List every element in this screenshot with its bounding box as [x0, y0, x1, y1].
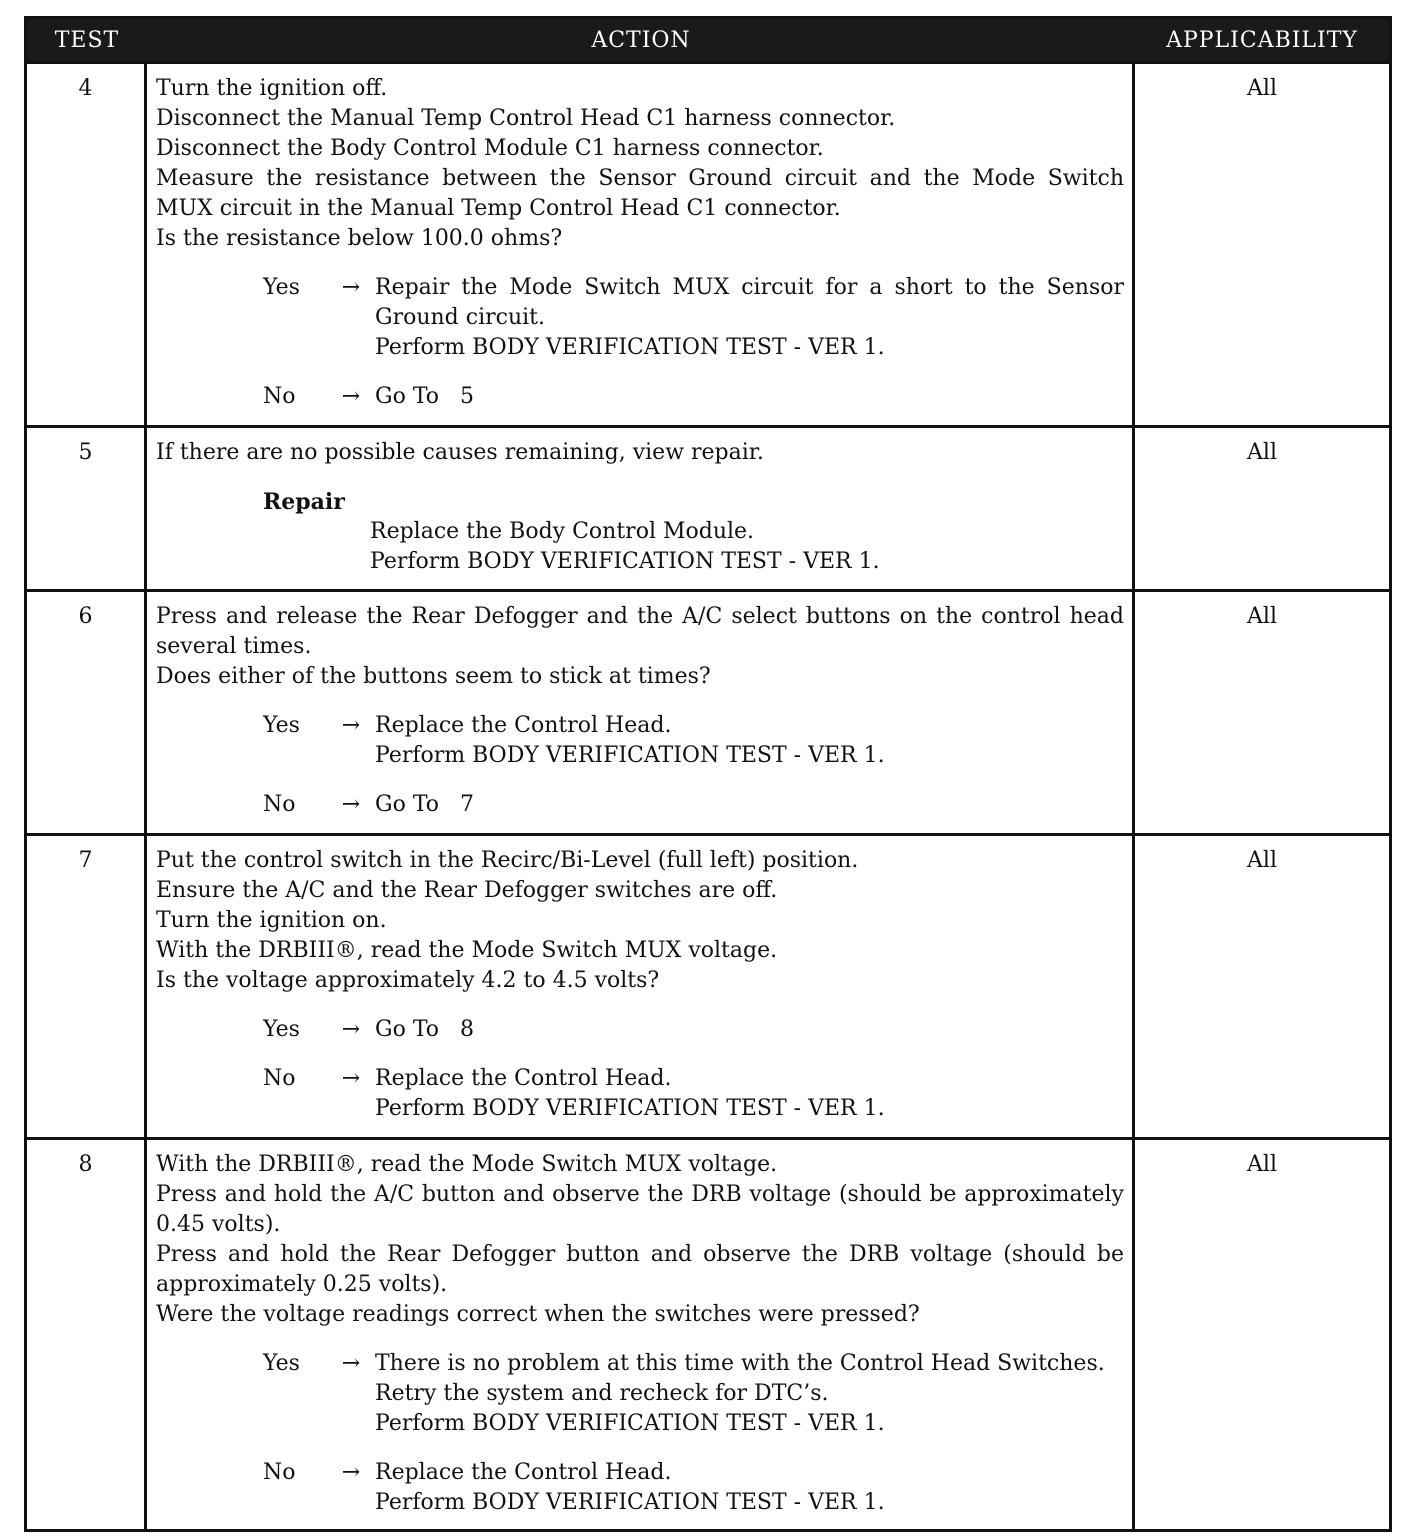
action-line: With the DRBIII®, read the Mode Switch MUX voltage. — [156, 938, 778, 963]
branch-text — [375, 273, 1131, 363]
header-action: ACTION — [591, 27, 691, 53]
branch-line: Repair the Mode Switch MUX circuit for a short to the Sensor Ground circuit. — [375, 275, 1131, 330]
action-line: Disconnect the Body Control Module C1 harness connector. — [156, 136, 824, 161]
header-test: TEST — [54, 27, 120, 53]
yes-branch — [156, 1015, 1124, 1045]
branch-line: Perform BODY VERIFICATION TEST - VER 1. — [375, 1411, 885, 1436]
repair-line: Perform BODY VERIFICATION TEST - VER 1. — [370, 549, 880, 574]
action-cell — [147, 1140, 1135, 1529]
branch-text — [375, 711, 1124, 771]
branch-text — [375, 1458, 1124, 1518]
table-row — [27, 61, 1389, 425]
action-cell — [147, 428, 1135, 589]
action-line: Disconnect the Manual Temp Control Head C1 harness connector. — [156, 106, 896, 131]
yes-branch — [156, 711, 1124, 771]
action-line: Press and hold the Rear Defogger button and observe the DRB voltage (should be approximately 0.25 volts). — [156, 1242, 1131, 1297]
action-line: Turn the ignition on. — [156, 908, 387, 933]
arrow-icon: → — [341, 792, 361, 817]
test-number: 8 — [27, 1140, 147, 1529]
applicability-cell: All — [1247, 604, 1277, 629]
branch-text — [375, 1064, 1124, 1124]
header-applicability: APPLICABILITY — [1166, 27, 1358, 53]
no-label: No — [263, 384, 296, 409]
no-branch — [156, 1064, 1124, 1124]
branch-line: There is no problem at this time with the Control Head Switches. — [375, 1351, 1105, 1376]
no-branch — [156, 382, 1124, 412]
branch-line: Perform BODY VERIFICATION TEST - VER 1. — [375, 1490, 885, 1515]
arrow-icon: → — [341, 1017, 361, 1042]
arrow-icon: → — [341, 384, 361, 409]
branch-line: Go To 8 — [375, 1017, 474, 1042]
action-line: Press and hold the A/C button and observe the DRB voltage (should be approximately 0.45 volts). — [156, 1182, 1131, 1237]
table-row — [27, 1137, 1389, 1529]
arrow-icon: → — [341, 1066, 361, 1091]
table-row — [27, 833, 1389, 1137]
branch-line: Perform BODY VERIFICATION TEST - VER 1. — [375, 335, 885, 360]
applicability-cell: All — [1247, 848, 1277, 873]
applicability-cell: All — [1247, 1152, 1277, 1177]
diagnostic-table — [24, 16, 1392, 1532]
branch-line: Perform BODY VERIFICATION TEST - VER 1. — [375, 1096, 885, 1121]
arrow-icon: → — [341, 1351, 361, 1376]
branch-line: Replace the Control Head. — [375, 713, 672, 738]
no-label: No — [263, 792, 296, 817]
no-branch — [156, 1458, 1124, 1518]
no-label: No — [263, 1460, 296, 1485]
applicability-cell: All — [1247, 76, 1277, 101]
action-line: Is the resistance below 100.0 ohms? — [156, 226, 563, 251]
test-number: 6 — [27, 592, 147, 833]
action-line: Were the voltage readings correct when the switches were pressed? — [156, 1302, 920, 1327]
action-line: Ensure the A/C and the Rear Defogger switches are off. — [156, 878, 778, 903]
no-label: No — [263, 1066, 296, 1091]
action-line: Does either of the buttons seem to stick at times? — [156, 664, 711, 689]
branch-line: Go To 5 — [375, 384, 474, 409]
action-line: Measure the resistance between the Sensor Ground circuit and the Mode Switch MUX circuit in the Manual Temp Control Head C1 connector. — [156, 166, 1131, 221]
arrow-icon: → — [341, 713, 361, 738]
repair-text — [370, 517, 1124, 577]
table-header — [27, 19, 1389, 61]
table-row — [27, 589, 1389, 833]
test-number: 7 — [27, 836, 147, 1137]
action-cell — [147, 64, 1135, 425]
action-line: If there are no possible causes remaining, view repair. — [156, 440, 764, 465]
action-line: Is the voltage approximately 4.2 to 4.5 volts? — [156, 968, 660, 993]
no-branch — [156, 790, 1124, 820]
applicability-cell: All — [1247, 440, 1277, 465]
yes-branch — [156, 273, 1131, 363]
yes-label: Yes — [263, 713, 300, 738]
branch-line: Replace the Control Head. — [375, 1460, 672, 1485]
action-cell — [147, 836, 1135, 1137]
repair-label: Repair — [263, 489, 345, 515]
arrow-icon: → — [341, 1460, 361, 1485]
repair-line: Replace the Body Control Module. — [370, 519, 755, 544]
test-number: 5 — [27, 428, 147, 589]
action-line: Press and release the Rear Defogger and the A/C select buttons on the control head several times. — [156, 604, 1131, 659]
action-line: Put the control switch in the Recirc/Bi-Level (full left) position. — [156, 848, 859, 873]
test-number: 4 — [27, 64, 147, 425]
table-row — [27, 425, 1389, 589]
branch-line: Go To 7 — [375, 792, 474, 817]
yes-branch — [156, 1349, 1124, 1439]
yes-label: Yes — [263, 275, 300, 300]
yes-label: Yes — [263, 1017, 300, 1042]
action-cell — [147, 592, 1135, 833]
arrow-icon: → — [341, 275, 361, 300]
yes-label: Yes — [263, 1351, 300, 1376]
branch-line: Replace the Control Head. — [375, 1066, 672, 1091]
action-line: With the DRBIII®, read the Mode Switch MUX voltage. — [156, 1152, 778, 1177]
branch-line: Perform BODY VERIFICATION TEST - VER 1. — [375, 743, 885, 768]
branch-line: Retry the system and recheck for DTC’s. — [375, 1381, 829, 1406]
branch-text — [375, 1349, 1124, 1439]
action-line: Turn the ignition off. — [156, 76, 388, 101]
